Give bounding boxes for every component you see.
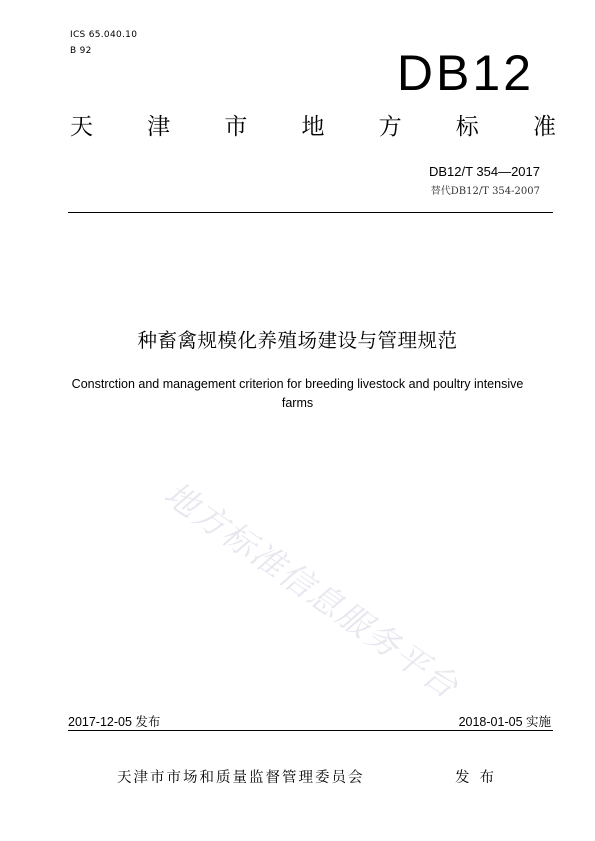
standard-type-char: 方 [378, 114, 402, 140]
standard-type-char: 天 [70, 114, 93, 140]
ccs-code: B 92 [70, 46, 92, 56]
standard-type-char: 标 [455, 114, 479, 140]
standard-type-char: 准 [532, 114, 556, 140]
standard-type-char: 市 [224, 114, 248, 140]
implementation-date: 2018-01-05 实施 [458, 715, 551, 729]
bottom-divider [68, 730, 553, 731]
db-mark: DB12 [396, 45, 534, 101]
standard-type-char: 地 [301, 114, 325, 140]
standard-type-title [70, 116, 556, 139]
standard-number: DB12/T 354—2017 [428, 164, 540, 179]
issue-label: 发布 [455, 770, 504, 786]
standard-type-char: 津 [147, 114, 171, 140]
document-title-english: Constrction and management criterion for breeding livestock and poultry intensive farms [71, 377, 524, 410]
document-title-chinese: 种畜禽规模化养殖场建设与管理规范 [137, 329, 458, 352]
issuing-authority: 天津市市场和质量监督管理委员会 [117, 770, 365, 786]
ics-code: ICS 65.040.10 [70, 30, 138, 40]
top-divider [68, 212, 553, 213]
issue-date: 2017-12-05 发布 [68, 715, 161, 729]
replaces-note: 替代DB12/T 354-2007 [430, 186, 540, 197]
watermark: 地方标准信息服务平台 [157, 473, 467, 707]
